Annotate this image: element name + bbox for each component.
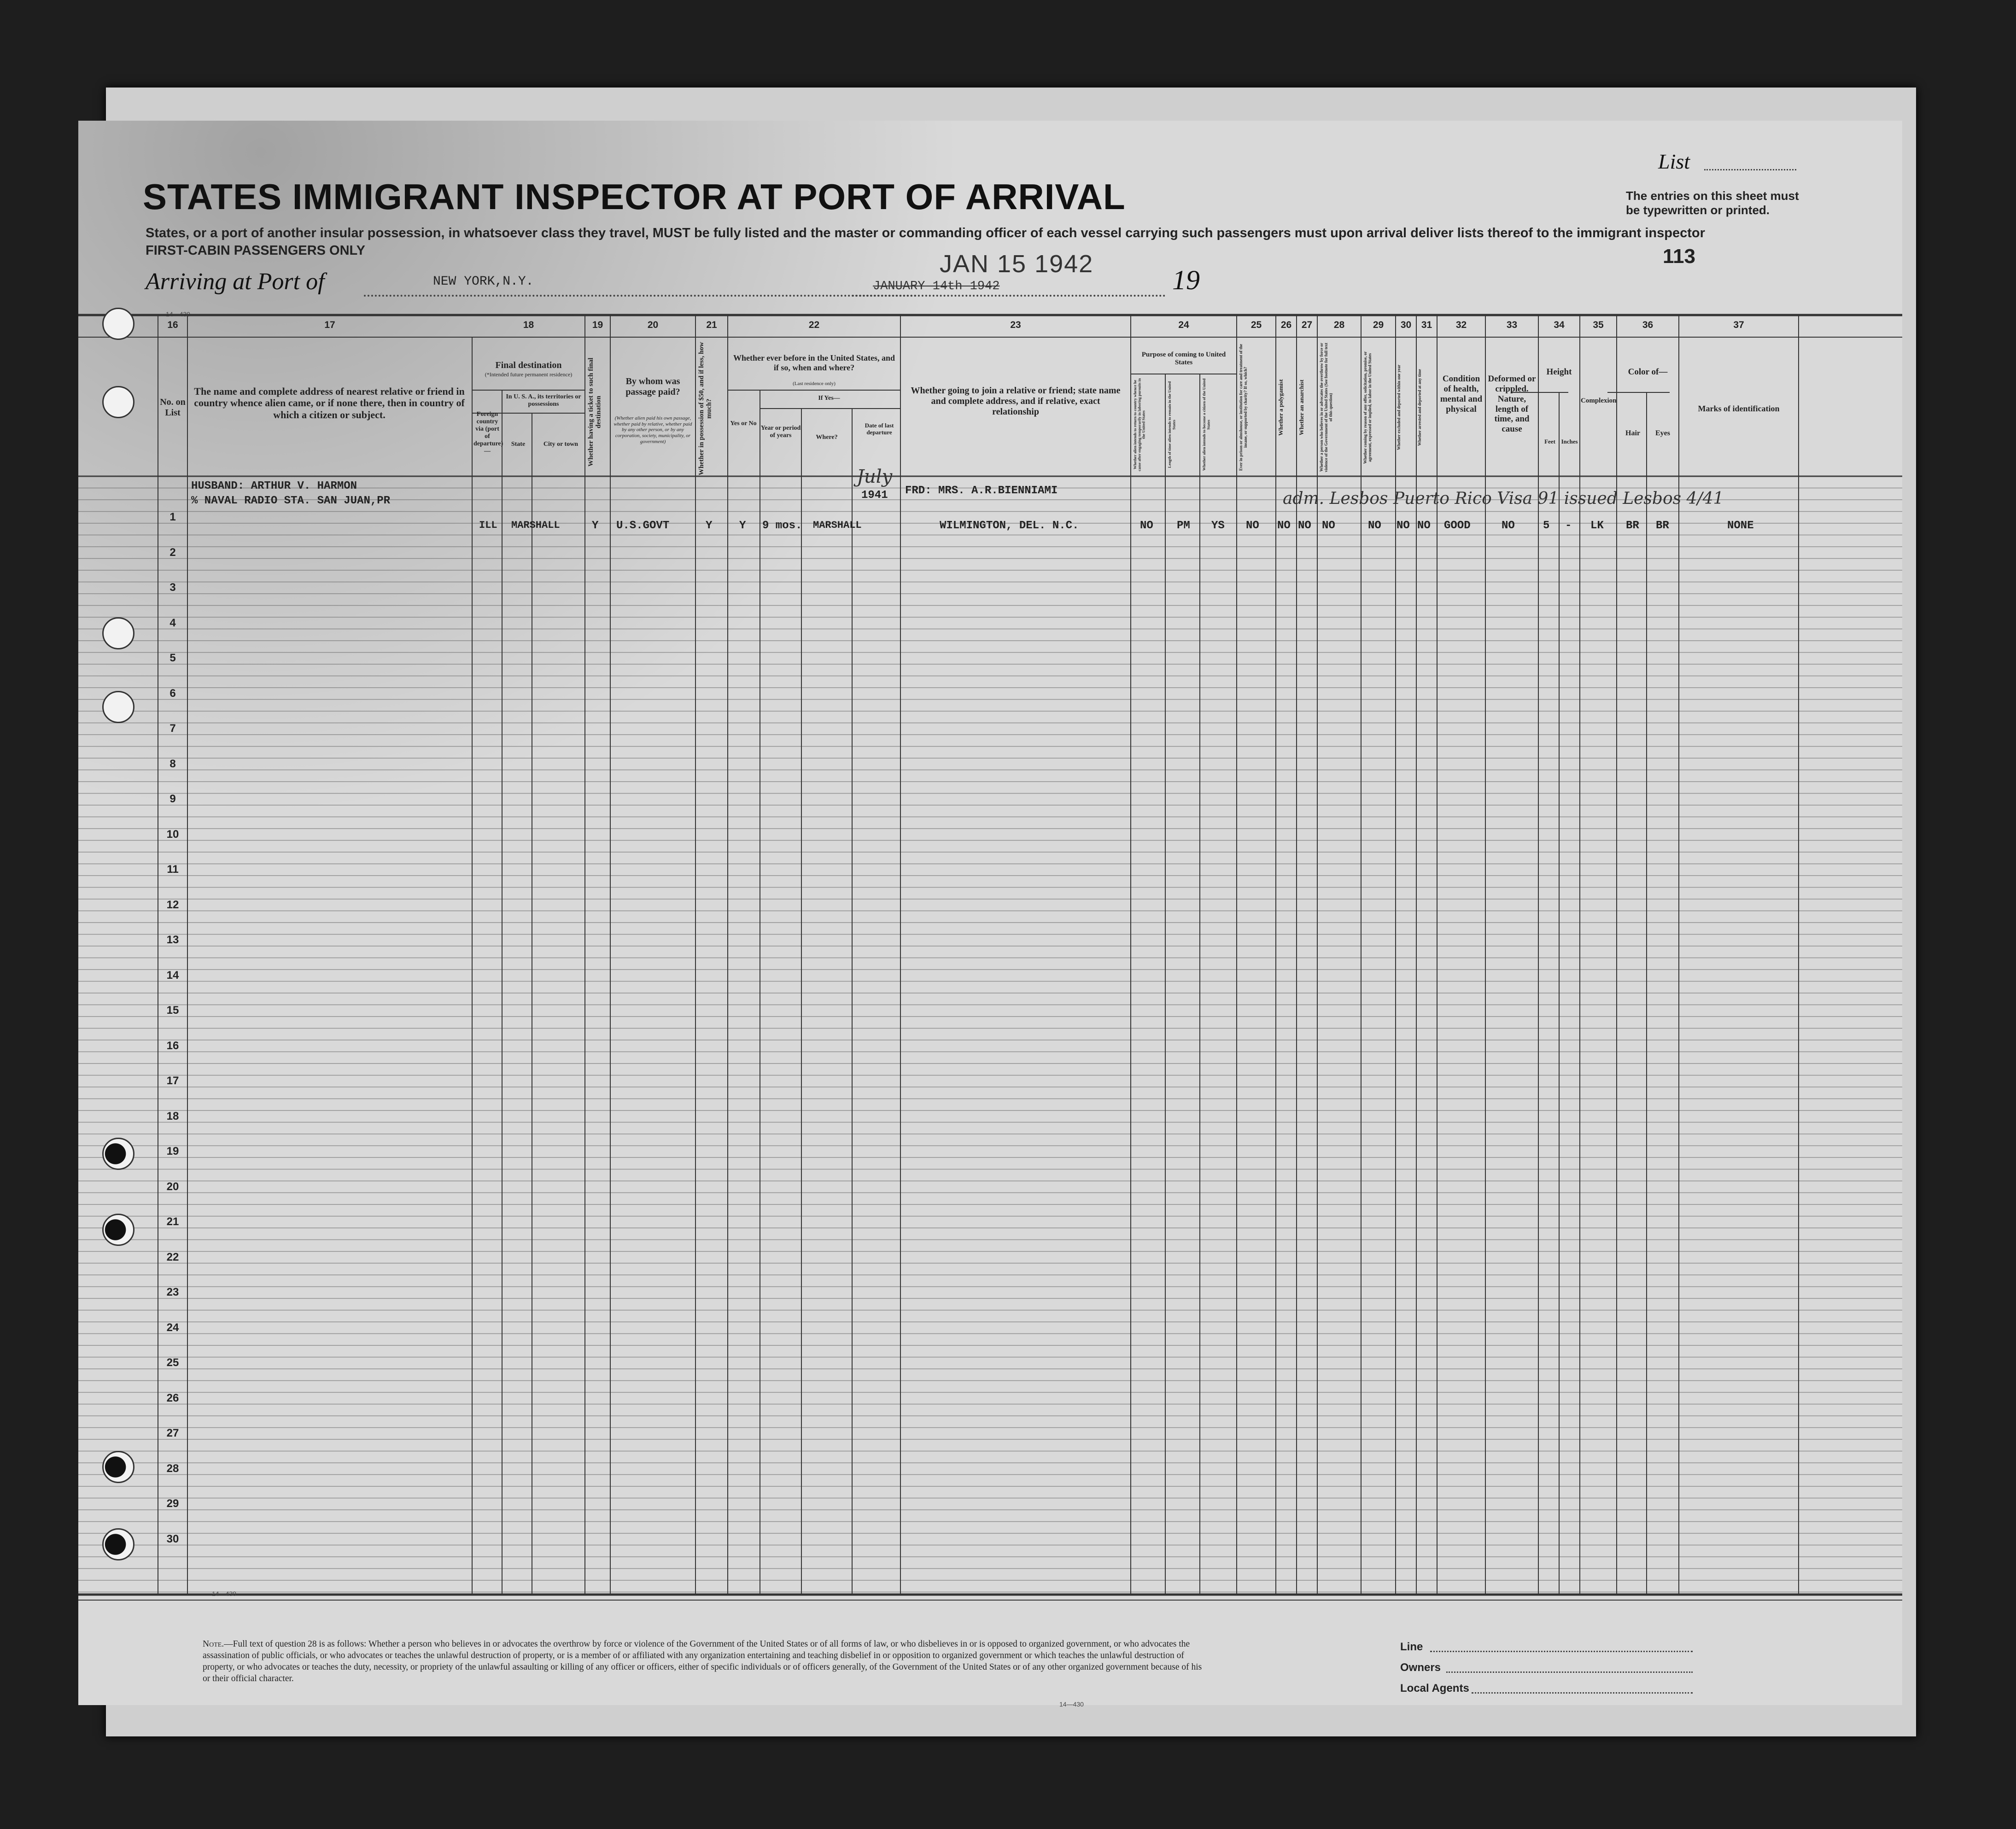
header-overthrow: Whether a person who believes in or advocates the overthrow by force or violence of the Government of the United States (See footnote for full text of this question) [1319, 343, 1333, 472]
row-number: 11 [167, 863, 179, 876]
form-code-top: 14—430 [166, 310, 190, 318]
manifest-sheet [78, 121, 1902, 1708]
header-passage-paid: By whom was passage paid? [625, 376, 680, 397]
header-yes-no: Yes or No [730, 420, 757, 427]
binder-hole [102, 308, 134, 340]
binder-hole [102, 1528, 134, 1560]
row-number: 16 [166, 1039, 179, 1052]
header-ticket: Whether having a ticket to such final destination [587, 357, 602, 467]
form-code-bottom: 14—430 [1059, 1700, 1084, 1708]
relative-line-2: % NAVAL RADIO STA. SAN JUAN,PR [191, 495, 391, 507]
header-prison: Ever in prison or almshouse, or institution for care and treatment of the insane, or supported by charity? If so, which? [1239, 344, 1248, 471]
header-if-yes: If Yes— [818, 395, 840, 402]
header-nearest-relative: The name and complete address of nearest relative or friend in country whence alien came, or if none there, then in country of which a citizen or subject. [194, 386, 465, 421]
binder-hole [102, 1451, 134, 1483]
header-purpose: Purpose of coming to United States [1141, 351, 1226, 367]
row-number: 14 [166, 969, 179, 982]
dest-state: ILL [479, 520, 497, 531]
excluded-value: NO [1397, 520, 1410, 532]
row-number: 20 [166, 1180, 179, 1193]
header-deported: Whether arrested and deported at any time [1417, 369, 1422, 446]
passenger-class: FIRST-CABIN PASSENGERS ONLY [146, 243, 365, 258]
paid-by-value: U.S.GOVT [616, 520, 670, 532]
colno-31: 31 [1421, 320, 1432, 330]
colno-19: 19 [592, 320, 603, 330]
binder-hole [102, 1138, 134, 1170]
sheet-number: 113 [1663, 245, 1695, 268]
colno-24: 24 [1178, 320, 1189, 330]
header-city-or-town: City or town [543, 441, 579, 448]
complexion-value: LK [1590, 520, 1604, 532]
row-number: 9 [169, 793, 176, 805]
row-number: 3 [169, 581, 176, 594]
handwritten-annotation: adm. Lesbos Puerto Rico Visa 91 issued Lesbos 4/41 [1283, 489, 1724, 508]
header-health: Condition of health, mental and physical [1440, 374, 1483, 414]
has-50-value: Y [706, 520, 713, 532]
binder-hole [102, 1214, 134, 1246]
agents-blank [1472, 1692, 1693, 1694]
manifest-table-grid [78, 121, 1902, 1705]
struck-date: JANUARY 14th 1942 [873, 280, 1000, 293]
departure-year: 1941 [861, 489, 888, 502]
binder-hole [102, 386, 134, 418]
hair-value: BR [1626, 520, 1639, 532]
polygamist-value: NO [1277, 520, 1291, 532]
colno-25: 25 [1251, 320, 1262, 330]
header-ever-before: Whether ever before in the United States, and if so, when and where? [733, 353, 895, 372]
arriving-label: Arriving at Port of [146, 269, 325, 295]
colno-28: 28 [1333, 320, 1345, 330]
header-inches: Inches [1561, 438, 1578, 445]
footnote-q28 [203, 1638, 1202, 1684]
header-purpose-citizen: Whether alien intends to become a citizen of the United States [1202, 378, 1211, 471]
period-value: 9 mos. [762, 520, 802, 532]
colno-26: 26 [1280, 320, 1292, 330]
header-purpose-length: Length of time alien intends to remain in the United States [1167, 381, 1176, 468]
row-number: 6 [169, 687, 176, 700]
ticket-value: Y [592, 520, 599, 532]
header-polygamist: Whether a polygamist [1277, 379, 1284, 436]
header-hair: Hair [1625, 429, 1640, 437]
header-state: State [511, 441, 526, 448]
row-number: 7 [169, 722, 176, 735]
row-number: 17 [166, 1075, 179, 1087]
header-excluded: Whether excluded and deported within one year [1397, 364, 1401, 450]
deformed-value: NO [1502, 520, 1515, 532]
row-number: 15 [166, 1004, 179, 1017]
row-number: 24 [166, 1321, 179, 1334]
colno-27: 27 [1301, 320, 1313, 330]
header-anarchist: Whether an anarchist [1298, 380, 1305, 435]
binder-hole [102, 617, 134, 649]
row-number: 19 [166, 1145, 179, 1157]
header-last-departure: Date of last departure [865, 422, 894, 436]
prison-value: NO [1246, 520, 1259, 532]
row-number: 13 [166, 934, 179, 946]
row-number: 23 [166, 1286, 179, 1298]
row-number: 26 [166, 1391, 179, 1404]
colno-20: 20 [647, 320, 659, 330]
row-number: 21 [166, 1215, 179, 1228]
page-title: STATES IMMIGRANT INSPECTOR AT PORT OF ARRIVAL [143, 176, 1126, 217]
row-number: 12 [166, 898, 179, 911]
marks-value: NONE [1727, 520, 1754, 532]
header-eyes: Eyes [1655, 429, 1670, 437]
health-value: GOOD [1444, 520, 1471, 532]
labor-offer-value: NO [1368, 520, 1381, 532]
colno-37: 37 [1733, 320, 1744, 330]
return-intent-value: NO [1140, 520, 1153, 532]
header-color-of: Color of— [1628, 367, 1668, 377]
header-deformed: Deformed or crippled. Nature, length of time, and cause [1488, 374, 1536, 434]
colno-16: 16 [167, 320, 178, 330]
colno-21: 21 [706, 320, 717, 330]
inches-value: - [1565, 520, 1572, 532]
row-number: 28 [166, 1462, 179, 1475]
colno-17: 17 [324, 320, 335, 330]
dest-city: MARSHALL [511, 520, 560, 531]
note-text: —Full text of question 28 is as follows: Whether a person who believes in or advocates the overthrow by force or violence of the Government of the United States or of all forms of law, or who disbelieves in or is opposed to organized government, or who advocates the assassination of public officials, or who advocates or teaches the unlawful destruction of property, or is a member of or affiliated with any organization entertaining and teaching disbelief in or opposition to organized government or which teaches the unlawful destruction of property, or who advocates or teaches the duty, necessity, or propriety of the unlawful assaulting or killing of any officer or officers, either of specific individuals or of officers generally, of the Government of the United States or of any other organized government because of his or their official character. [203, 1639, 1202, 1683]
header-join-relative: Whether going to join a relative or friend; state name and complete address, and if relative, exact relationship [911, 386, 1121, 417]
date-stamp: JAN 15 1942 [940, 250, 1094, 278]
header-foreign-country: Foreign country via (port of departure)— [473, 411, 503, 455]
header-labor-offer: Whether coming by reason of any offer, solicitation, promise, or agreement, expressed or implied, to labor in the United States [1363, 351, 1372, 464]
form-code-grid: 14—430 [212, 1590, 236, 1597]
line-blank [1430, 1651, 1693, 1652]
line-label: Line [1400, 1641, 1423, 1653]
eyes-value: BR [1656, 520, 1669, 532]
header-period-years: Year or period of years [760, 425, 801, 439]
header-ever-before-note: (Last residence only) [793, 381, 836, 386]
year-prefix: 19 [1172, 265, 1200, 295]
join-line-1: FRD: MRS. A.R.BIENNIAMI [905, 485, 1058, 497]
header-feet: Feet [1544, 438, 1555, 445]
colno-23: 23 [1010, 320, 1021, 330]
anarchist-value: NO [1298, 520, 1311, 532]
row-number: 27 [166, 1427, 179, 1439]
header-height: Height [1546, 367, 1572, 377]
departure-month-hand: July [857, 466, 893, 487]
header-final-destination: Final destination [495, 360, 562, 370]
overthrow-value: NO [1322, 520, 1335, 532]
colno-33: 33 [1506, 320, 1518, 330]
colno-29: 29 [1373, 320, 1384, 330]
row-number: 29 [166, 1497, 179, 1510]
port-value: NEW YORK,N.Y. [433, 275, 534, 289]
header-complexion: Complexion [1581, 397, 1617, 404]
row-number: 10 [166, 828, 179, 841]
owners-blank [1446, 1671, 1693, 1673]
header-passage-note: (Whether alien paid his own passage, whether paid by relative, whether paid by any other person, or by any corporation, society, municipality, or government) [614, 415, 692, 444]
join-line-2: WILMINGTON, DEL. N.C. [940, 520, 1079, 532]
relative-line-1: HUSBAND: ARTHUR V. HARMON [191, 480, 357, 492]
feet-value: 5 [1543, 520, 1550, 532]
header-final-destination-note: (*Intended future permanent residence) [485, 371, 573, 378]
row-number: 4 [169, 616, 176, 629]
row-number: 30 [166, 1532, 179, 1545]
owners-label: Owners [1400, 1661, 1441, 1674]
row-number: 5 [169, 652, 176, 664]
header-where: Where? [816, 434, 838, 441]
list-label: List [1658, 150, 1690, 173]
row-number: 22 [166, 1250, 179, 1263]
row-number: 1 [169, 511, 176, 523]
become-citizen-value: YS [1211, 520, 1225, 532]
header-50-dollars: Whether in possession of $50, and if less, how much? [698, 342, 713, 475]
header-in-usa: In U. S. A., its territories or possessions [506, 393, 581, 408]
row-number: 8 [169, 757, 176, 770]
colno-32: 32 [1455, 320, 1467, 330]
instructions-text: States, or a port of another insular possession, in whatsoever class they travel, MUST be fully listed and the master or commanding officer of each vessel carrying such passengers must upon arrival deliver lists thereof to the immigrant inspector [146, 226, 1705, 240]
colno-35: 35 [1593, 320, 1604, 330]
row-number: 2 [169, 546, 176, 559]
header-no-on-list: No. on List [160, 397, 186, 418]
colno-18: 18 [523, 320, 534, 330]
colno-30: 30 [1400, 320, 1412, 330]
deported-value: NO [1417, 520, 1431, 532]
header-purpose-return: Whether alien intends to return to country whence he came after engaging temporarily in laboring pursuits in the United States [1133, 378, 1146, 471]
header-marks: Marks of identification [1698, 404, 1780, 413]
before-yes-no: Y [739, 520, 746, 532]
local-agents-label: Local Agents [1400, 1682, 1469, 1695]
where-value: MARSHALL [813, 520, 862, 531]
row-number: 18 [166, 1110, 179, 1122]
note-label: Note. [203, 1639, 224, 1649]
colno-36: 36 [1642, 320, 1654, 330]
colno-34: 34 [1554, 320, 1565, 330]
colno-22: 22 [808, 320, 820, 330]
typewritten-note: The entries on this sheet must be typewritten or printed. [1626, 189, 1799, 217]
length-stay-value: PM [1177, 520, 1190, 532]
binder-hole [102, 691, 134, 723]
row-number: 25 [166, 1356, 179, 1369]
